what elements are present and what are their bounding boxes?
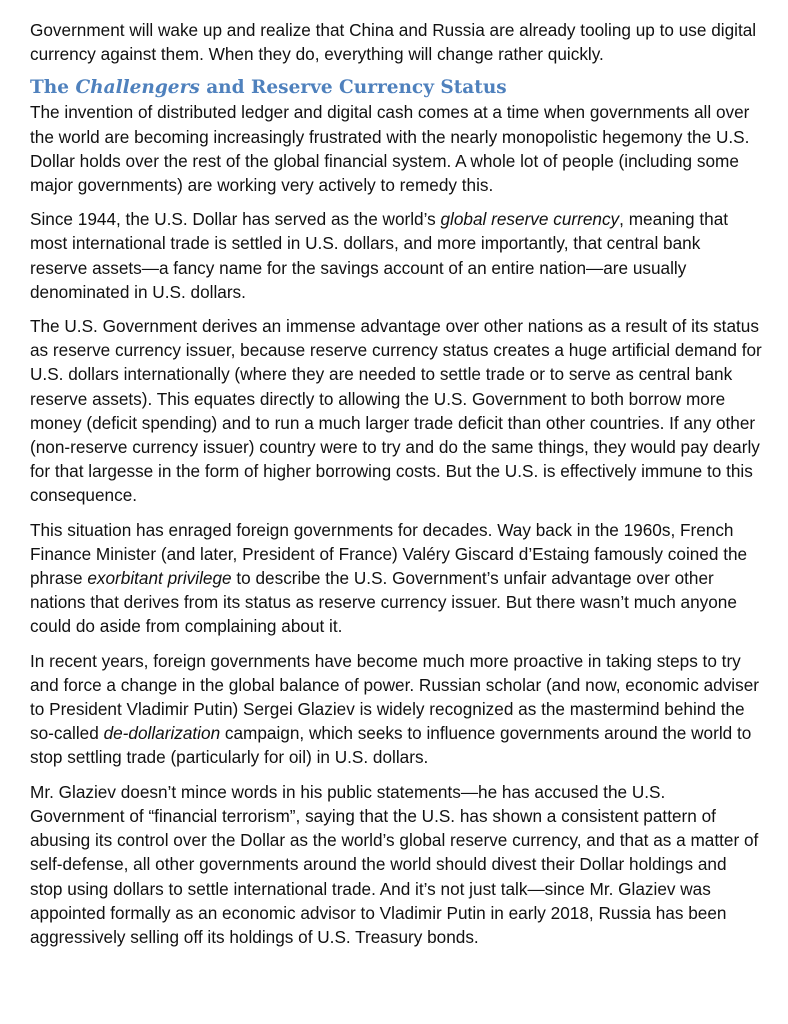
paragraph-5-emphasis: de-dollarization [103,723,221,744]
section-heading-post: and Reserve Currency Status [199,77,507,99]
intro-paragraph: Government will wake up and realize that China and Russia are already tooling up to use digital currency against them. When they do, everything will change rather quickly. [30,20,757,65]
paragraph-2-post: , meaning that most international trade is settled in U.S. dollars, and more importantly, that central bank reserve assets—a fancy name for the savings account of an entire nation—are usually denominated in U.S. dollars. [30,209,729,302]
paragraph-2 [30,207,762,304]
paragraph-5-pre: In recent years, foreign governments have become much more proactive in taking steps to try and force a change in the global balance of power. Russian scholar (and now, economic adviser to President Vladimir Putin) Sergei Glaziev is widely recognized as the mastermind behind the so-called [30,650,760,744]
document-page [30,18,762,959]
paragraph-4-post: to describe the U.S. Government’s unfair advantage over other nations that derives from its status as reserve currency issuer. But there wasn’t much anyone could do aside from complaining about it. [30,568,737,637]
paragraph-5 [30,649,762,770]
section-heading-pre: The [30,77,76,99]
paragraph-1: The invention of distributed ledger and digital cash comes at a time when governments all over the world are becoming increasingly frustrated with the nearly monopolistic hegemony the U.S. Dollar holds over the rest of the global financial system. A whole lot of people (including some major governments) are working very actively to remedy this. [30,102,750,196]
section-heading-emphasis: Challengers [75,77,200,99]
paragraph-2-emphasis: global reserve currency [440,209,620,230]
section-heading [30,76,762,100]
paragraph-2-pre: Since 1944, the U.S. Dollar has served as the world’s [30,209,441,230]
paragraph-4-emphasis: exorbitant privilege [87,568,232,589]
paragraph-4-pre: This situation has enraged foreign governments for decades. Way back in the 1960s, French Finance Minister (and later, President of France) Valéry Giscard d’Estaing famously coined the phrase [30,519,748,589]
paragraph-5-post: campaign, which seeks to influence governments around the world to stop settling trade (particularly for oil) in U.S. dollars. [30,723,752,768]
paragraph-6: Mr. Glaziev doesn’t mince words in his public statements—he has accused the U.S. Government of “financial terrorism”, saying that the U.S. has shown a consistent pattern of abusing its control over the Dollar as the world’s global reserve currency, and that as a matter of self-defense, all other governments around the world should divest their Dollar holdings and stop using dollars to settle international trade. And it’s not just talk—since Mr. Glaziev was appointed formally as an economic advisor to Vladimir Putin in early 2018, Russia has been aggressively selling off its holdings of U.S. Treasury bonds. [30,781,759,947]
paragraph-4 [30,518,762,639]
paragraph-3: The U.S. Government derives an immense advantage over other nations as a result of its status as reserve currency issuer, because reserve currency status creates a huge artificial demand for U.S. dollars internationally (where they are needed to settle trade or to serve as central bank reserve assets). This equates directly to allowing the U.S. Government to both borrow more money (deficit spending) and to run a much larger trade deficit than other countries. If any other (non-reserve currency issuer) country were to try and do the same things, they would pay dearly for that largesse in the form of higher borrowing costs. But the U.S. is effectively immune to this consequence. [30,316,762,506]
